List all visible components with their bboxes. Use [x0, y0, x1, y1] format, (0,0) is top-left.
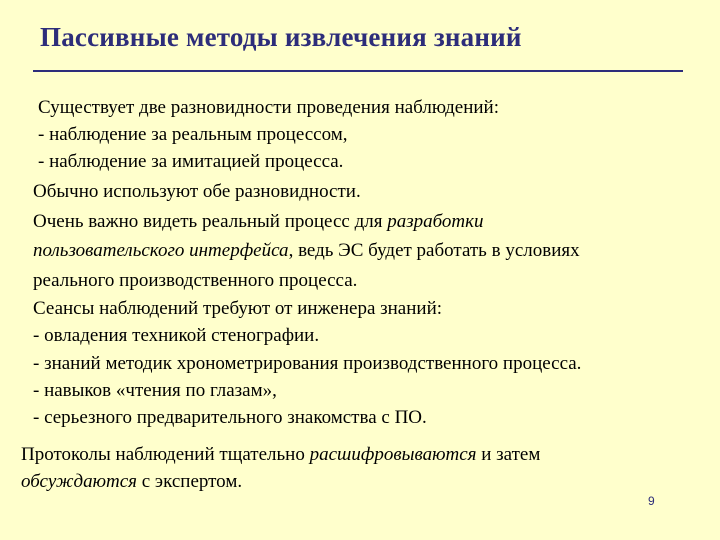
usage-paragraph [33, 177, 580, 295]
protocols-emphasis: расшифровываются [309, 444, 477, 465]
usage-line [33, 236, 580, 266]
protocols-emphasis: обсуждаются [21, 471, 137, 492]
requirements-intro: Сеансы наблюдений требуют от инженера знаний: [33, 298, 443, 319]
protocols-text: с экспертом. [137, 471, 243, 492]
usage-emphasis: разработки [387, 210, 484, 232]
requirement-item: - овладения техникой стенографии. [33, 325, 320, 347]
protocols-text: и затем [476, 444, 541, 465]
slide-title: Пассивные методы извлечения знаний [40, 22, 522, 52]
title-underline [33, 70, 683, 72]
observation-types-block [38, 94, 499, 175]
observation-type-item: - наблюдение за реальным процессом, [38, 124, 348, 145]
usage-text: , ведь ЭС будет работать в условиях [288, 240, 580, 261]
requirement-item: - знаний методик хронометрирования производственного процесса. [33, 352, 582, 374]
usage-line: Обычно используют обе разновидности. [33, 181, 361, 202]
protocols-line [21, 468, 540, 495]
usage-line: реального производственного процесса. [33, 269, 358, 291]
observation-type-item: - наблюдение за имитацией процесса. [38, 151, 344, 172]
usage-line [33, 207, 580, 237]
protocols-text: Протоколы наблюдений тщательно [21, 444, 310, 465]
page-number: 9 [648, 494, 655, 508]
usage-emphasis: пользовательского интерфейса [33, 240, 289, 261]
observation-types-intro: Существует две разновидности проведения наблюдений: [38, 97, 499, 118]
requirements-block [33, 295, 581, 431]
protocols-line [21, 441, 540, 468]
usage-text: Очень важно видеть реальный процесс для [33, 210, 388, 232]
requirement-item: - серьезного предварительного знакомства с ПО. [33, 407, 427, 429]
protocols-paragraph [21, 441, 540, 495]
requirement-item: - навыков «чтения по глазам», [33, 379, 277, 401]
